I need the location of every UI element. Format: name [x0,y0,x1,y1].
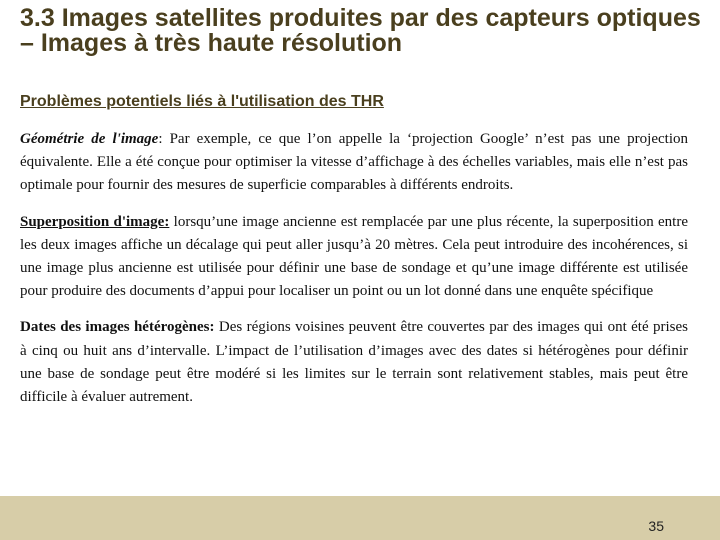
footer-band [0,496,720,540]
paragraph-text: lorsqu’une image ancienne est remplacée par une plus récente, la superposition entre les deux images affiche un décalage qui peut aller jusqu’à 20 mètres. Cela peut introduire des incohérences, si une image plus ancienne est utilisée pour définir une base de sondage et qu’une image différente est utilisée pour produire des documents d’appui pour localiser un point ou un lot donné dans une enquête spécifique [20,213,688,300]
slide-subtitle: Problèmes potentiels liés à l'utilisation des THR [20,93,384,110]
paragraph-geometry [20,128,688,198]
paragraph-lead: Dates des images hétérogènes: [20,319,215,336]
page-number: 35 [648,518,664,534]
slide-body [20,128,688,422]
paragraph-text: Des régions voisines peuvent être couvertes par des images qui ont été prises à cinq ou huit ans d’intervalle. L’impact de l’utilisation d’images avec des dates si hétérogènes pour définir une base de sondage peut être modéré si les limites sur le terrain sont relativement stables, mais peut être difficile à évaluer autrement. [20,319,688,406]
paragraph-lead: Superposition d'image: [20,213,170,230]
paragraph-lead: Géométrie de l'image [20,131,159,147]
paragraph-dates [20,316,688,409]
paragraph-superposition [20,211,688,304]
paragraph-text: : Par exemple, ce que l’on appelle la ‘projection Google’ n’est pas une projection équivalente. Elle a été conçue pour optimiser la vitesse d’affichage à des échelles variables, mais elle n’est pas optimale pour fournir des mesures de superficie comparables à différents endroits. [20,131,688,194]
slide-title: 3.3 Images satellites produites par des capteurs optiques – Images à très haute résolution [20,4,701,57]
